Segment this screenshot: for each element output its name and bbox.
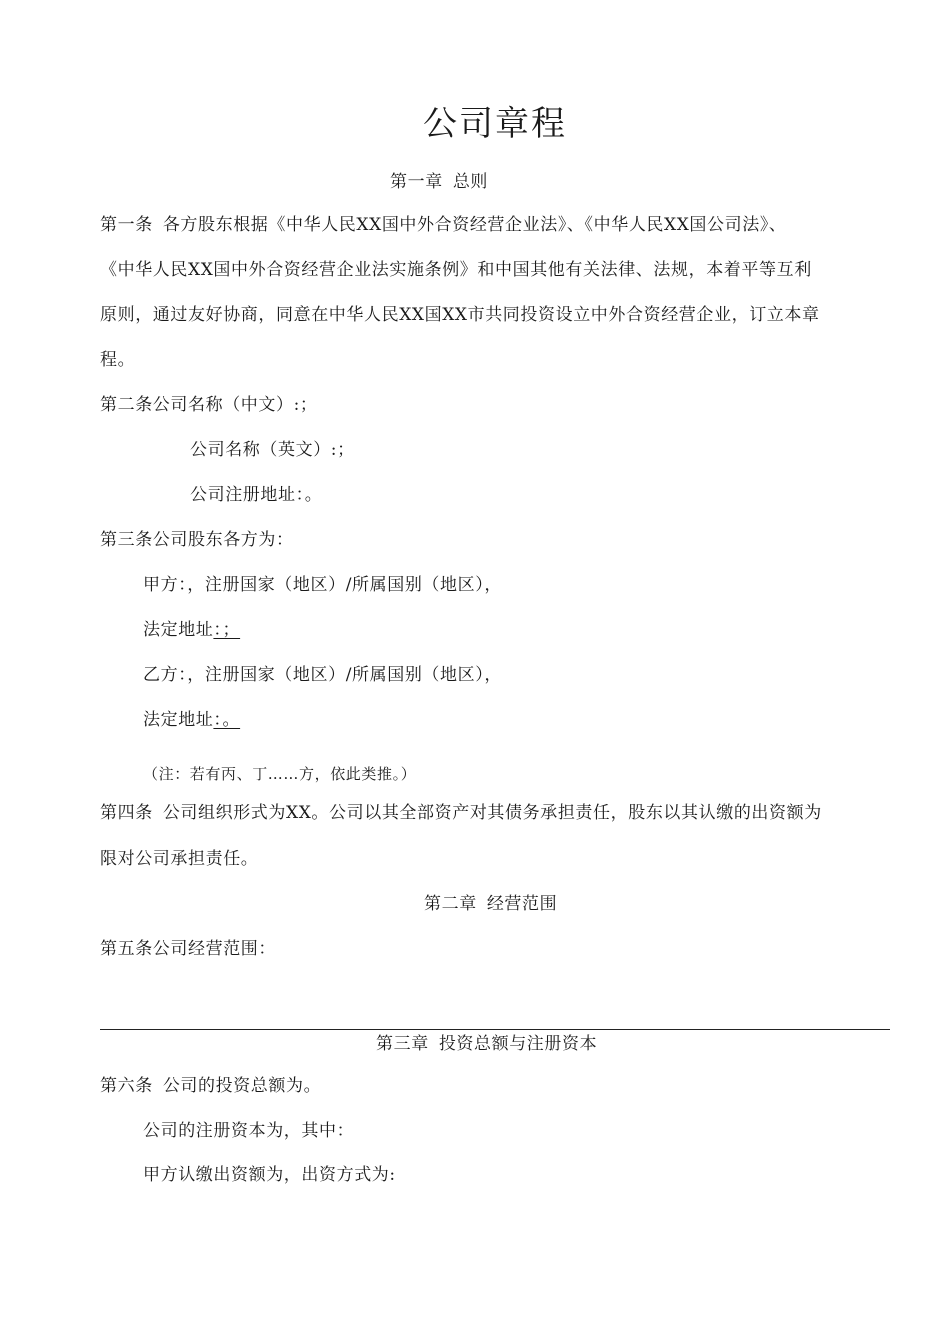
article-6-line-3: 甲方认缴出资额为，出资方式为:	[143, 1165, 396, 1185]
article-1-label: 第一条	[100, 215, 153, 235]
chapter-1-heading	[390, 170, 488, 194]
party-a-address	[143, 618, 258, 642]
article-4-line-2: 限对公司承担责任。	[100, 849, 259, 869]
chapter-3-name: 投资总额与注册资本	[438, 1034, 598, 1054]
chapter-2-heading	[424, 892, 557, 916]
article-1-line-2: 《中华人民XX国中外合资经营企业法实施条例》和中国其他有关法律、法规，本着平等互利	[100, 260, 812, 280]
article-1-line-1	[100, 213, 787, 237]
party-b-line: 乙方：，注册国家（地区）/所属国别（地区），	[143, 665, 502, 685]
article-6-line-2: 公司的注册资本为，其中：	[143, 1121, 355, 1141]
chapter-2-name: 经营范围	[486, 894, 558, 914]
party-a-address-label: 法定地址	[143, 620, 214, 640]
party-b-address-value: ：。	[213, 710, 241, 730]
party-b-address	[143, 708, 258, 732]
article-1-line-4: 程。	[100, 350, 136, 370]
chapter-2-label: 第二章	[424, 894, 477, 914]
party-b-address-label: 法定地址	[143, 710, 214, 730]
article-5-line-1: 第五条公司经营范围：	[100, 939, 276, 959]
article-2-line-3: 公司注册地址：。	[190, 485, 323, 505]
chapter-1-name: 总则	[452, 172, 489, 192]
horizontal-divider	[100, 1029, 890, 1030]
document-title: 公司章程	[423, 104, 567, 144]
article-4-text-1: 公司组织形式为XX。公司以其全部资产对其债务承担责任，股东以其认缴的出资额为	[162, 803, 822, 823]
article-3-note: （注：若有丙、丁……方，依此类推。）	[143, 765, 417, 783]
article-6-text-1: 公司的投资总额为。	[162, 1076, 322, 1096]
party-a-line: 甲方：，注册国家（地区）/所属国别（地区），	[143, 575, 502, 595]
article-2-line-1: 第二条公司名称（中文）:；	[100, 395, 318, 415]
chapter-3-label: 第三章	[376, 1034, 429, 1054]
article-4-line-1	[100, 801, 822, 825]
chapter-1-label: 第一章	[390, 172, 443, 192]
article-6-line-1	[100, 1074, 321, 1098]
article-4-label: 第四条	[100, 803, 153, 823]
article-6-label: 第六条	[100, 1076, 153, 1096]
party-a-address-value: ：；	[213, 620, 241, 640]
article-2-line-2: 公司名称（英文）:；	[190, 440, 355, 460]
chapter-3-heading	[376, 1032, 597, 1056]
article-3-line-1: 第三条公司股东各方为：	[100, 530, 294, 550]
article-1-text-1: 各方股东根据《中华人民XX国中外合资经营企业法》、《中华人民XX国公司法》、	[162, 215, 787, 235]
article-1-line-3: 原则，通过友好协商，同意在中华人民XX国XX市共同投资设立中外合资经营企业，订立本章	[100, 305, 820, 325]
